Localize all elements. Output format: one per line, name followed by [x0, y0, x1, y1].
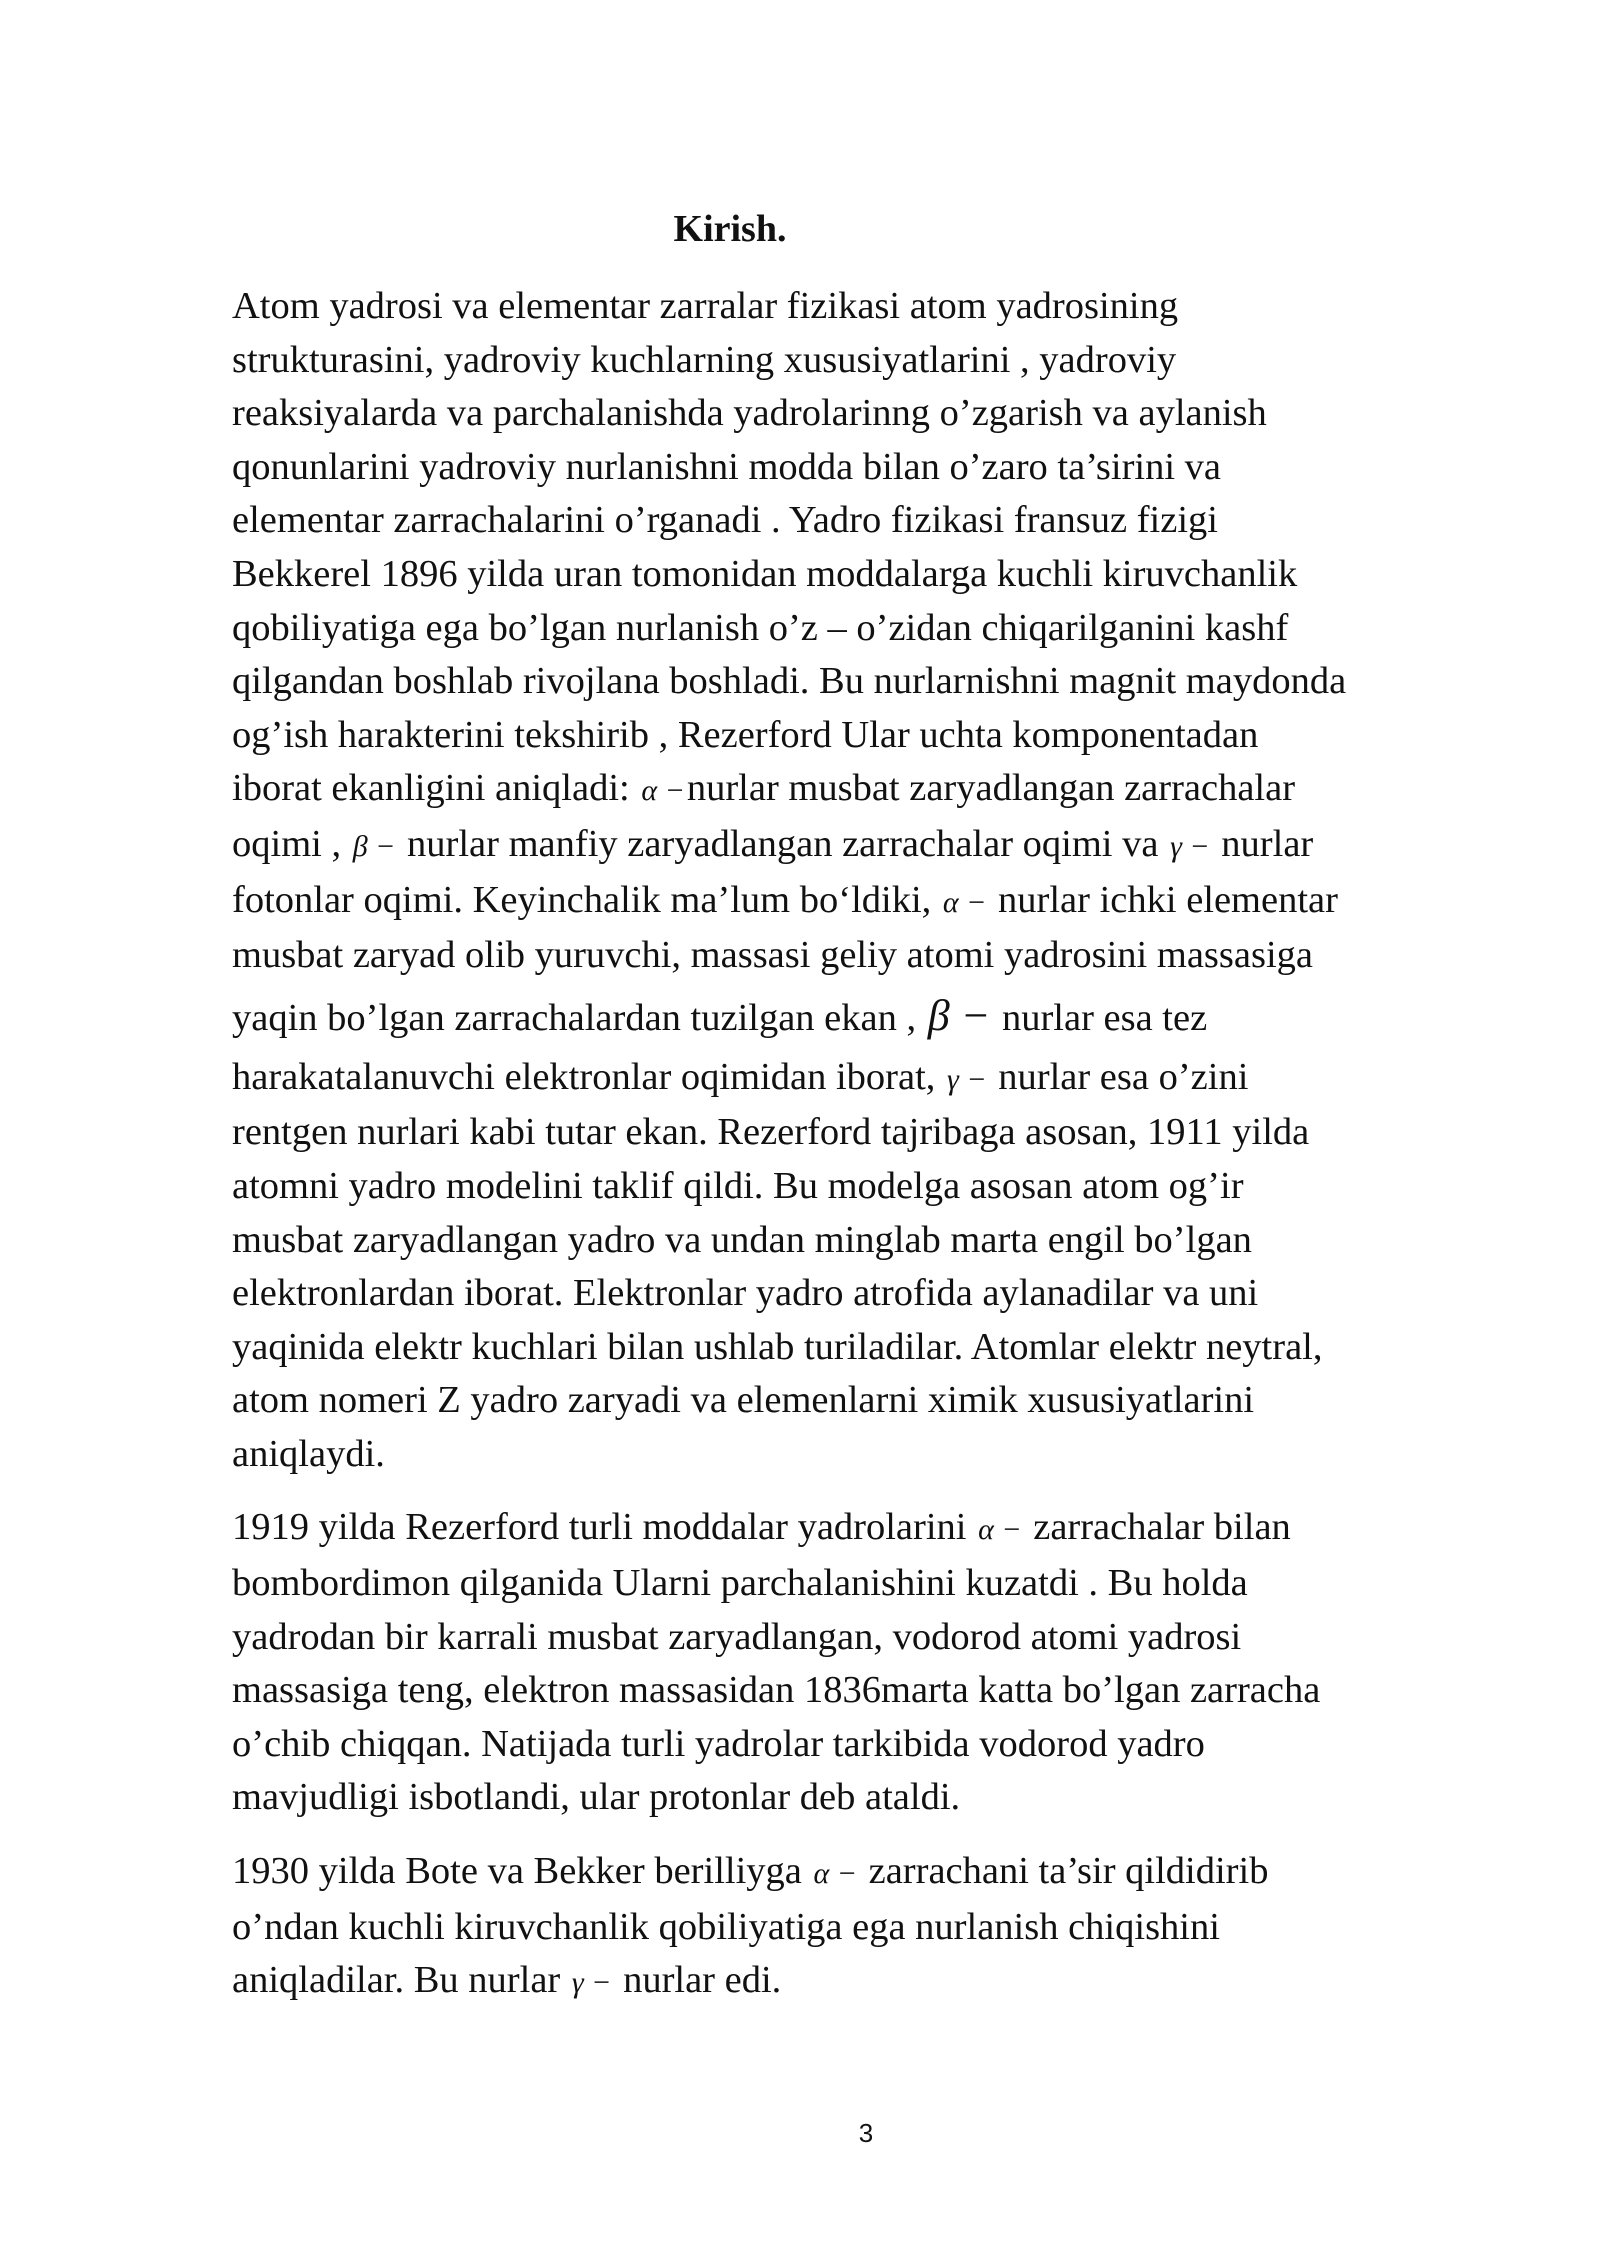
- text-line: musbat zaryad olib yuruvchi, massasi geliy atomi yadrosini massasiga: [232, 934, 1313, 977]
- text-fragment: iborat ekanligini aniqladi:: [232, 767, 640, 810]
- text-fragment: 1919 yilda Rezerford turli moddalar yadrolarini: [232, 1506, 977, 1549]
- text-line: yadrodan bir karrali musbat zaryadlangan, vodorod atomi yadrosi: [232, 1615, 1242, 1658]
- text-fragment: nurlar musbat zaryadlangan zarrachalar: [686, 767, 1296, 810]
- text-fragment: nurlar edi.: [613, 1959, 782, 2002]
- alpha-symbol: α −: [978, 1513, 1022, 1547]
- text-line: [232, 874, 1512, 930]
- gamma-symbol: γ −: [571, 1966, 612, 2000]
- text-line: og’ish harakterini tekshirib , Rezerford Ular uchta komponentadan: [232, 713, 1259, 756]
- text-line: elementar zarrachalarini o’rganadi . Yadro fizikasi fransuz fizigi: [232, 499, 1218, 542]
- text-fragment: nurlar ichki elementar: [988, 878, 1338, 921]
- text-fragment: zarrachani ta’sir qildidirib: [859, 1850, 1269, 1893]
- text-line: o’ndan kuchli kiruvchanlik qobiliyatiga ega nurlanish chiqishini: [232, 1905, 1220, 1948]
- text-line: [232, 1845, 1512, 1901]
- text-fragment: nurlar esa tez: [992, 996, 1208, 1039]
- text-line: bombordimon qilganida Ularni parchalanishini kuzatdi . Bu holda: [232, 1562, 1248, 1605]
- beta-symbol: β −: [352, 829, 396, 863]
- page-title: Kirish.: [673, 208, 787, 250]
- text-line: qobiliyatiga ega bo’lgan nurlanish o’z – o’zidan chiqarilganini kashf: [232, 606, 1289, 649]
- text-line: [232, 818, 1512, 874]
- gamma-symbol: γ −: [947, 1062, 987, 1096]
- text-line: [232, 1051, 1512, 1107]
- text-line: Atom yadrosi va elementar zarralar fizikasi atom yadrosining: [232, 285, 1179, 327]
- text-line: musbat zaryadlangan yadro va undan minglab marta engil bo’lgan: [232, 1218, 1252, 1261]
- text-fragment: nurlar esa o’zini: [988, 1055, 1249, 1098]
- alpha-symbol: α −: [641, 774, 685, 808]
- text-line: [232, 983, 1512, 1051]
- text-line: reaksiyalarda va parchalanishda yadrolarinng o’zgarish va aylanish: [232, 392, 1267, 435]
- text-line: Bekkerel 1896 yilda uran tomonidan moddalarga kuchli kiruvchanlik: [232, 552, 1298, 595]
- alpha-symbol: α −: [942, 885, 987, 919]
- text-fragment: nurlar: [1211, 822, 1314, 865]
- text-line: qonunlarini yadroviy nurlanishni modda bilan o’zaro ta’sirini va: [232, 445, 1222, 488]
- text-line: [232, 1954, 1512, 2010]
- text-fragment: fotonlar oqimi. Keyinchalik ma’lum bo‘ldiki,: [232, 878, 941, 921]
- page-number: 3: [858, 2118, 874, 2148]
- text-fragment: oqimi ,: [232, 822, 351, 865]
- text-fragment: zarrachalar bilan: [1023, 1506, 1291, 1549]
- text-line: massasiga teng, elektron massasidan 1836marta katta bo’lgan zarracha: [232, 1669, 1321, 1712]
- text-line: aniqlaydi.: [232, 1432, 385, 1475]
- paragraph-gap: [232, 1825, 1512, 1845]
- text-line: [232, 762, 1512, 818]
- text-fragment: yaqin bo’lgan zarrachalardan tuzilgan ekan ,: [232, 996, 926, 1039]
- text-fragment: harakatalanuvchi elektronlar oqimidan iborat,: [232, 1055, 946, 1098]
- text-line: yaqinida elektr kuchlari bilan ushlab turiladilar. Atomlar elektr neytral,: [232, 1325, 1323, 1368]
- alpha-symbol: α −: [813, 1857, 857, 1891]
- text-line: elektronlardan iborat. Elektronlar yadro atrofida aylanadilar va uni: [232, 1272, 1259, 1315]
- body-text: [232, 280, 1512, 2010]
- beta-symbol: β −: [927, 990, 991, 1040]
- text-line: mavjudligi isbotlandi, ular protonlar deb ataldi.: [232, 1776, 961, 1819]
- text-line: atom nomeri Z yadro zaryadi va elemenlarni ximik xususiyatlarini: [232, 1379, 1255, 1422]
- text-line: strukturasini, yadroviy kuchlarning xususiyatlarini , yadroviy: [232, 338, 1177, 381]
- text-line: atomni yadro modelini taklif qildi. Bu modelga asosan atom og’ir: [232, 1164, 1244, 1207]
- text-line: o’chib chiqqan. Natijada turli yadrolar tarkibida vodorod yadro: [232, 1722, 1205, 1765]
- text-line: rentgen nurlari kabi tutar ekan. Rezerford tajribaga asosan, 1911 yilda: [232, 1111, 1310, 1154]
- paragraph-gap: [232, 1481, 1512, 1501]
- text-line: qilgandan boshlab rivojlana boshladi. Bu nurlarnishni magnit maydonda: [232, 660, 1347, 703]
- gamma-symbol: γ −: [1170, 829, 1210, 863]
- text-fragment: nurlar manfiy zaryadlangan zarrachalar oqimi va: [397, 822, 1169, 865]
- text-fragment: 1930 yilda Bote va Bekker berilliyga: [232, 1850, 812, 1893]
- text-line: [232, 1501, 1512, 1557]
- text-fragment: aniqladilar. Bu nurlar: [232, 1959, 570, 2002]
